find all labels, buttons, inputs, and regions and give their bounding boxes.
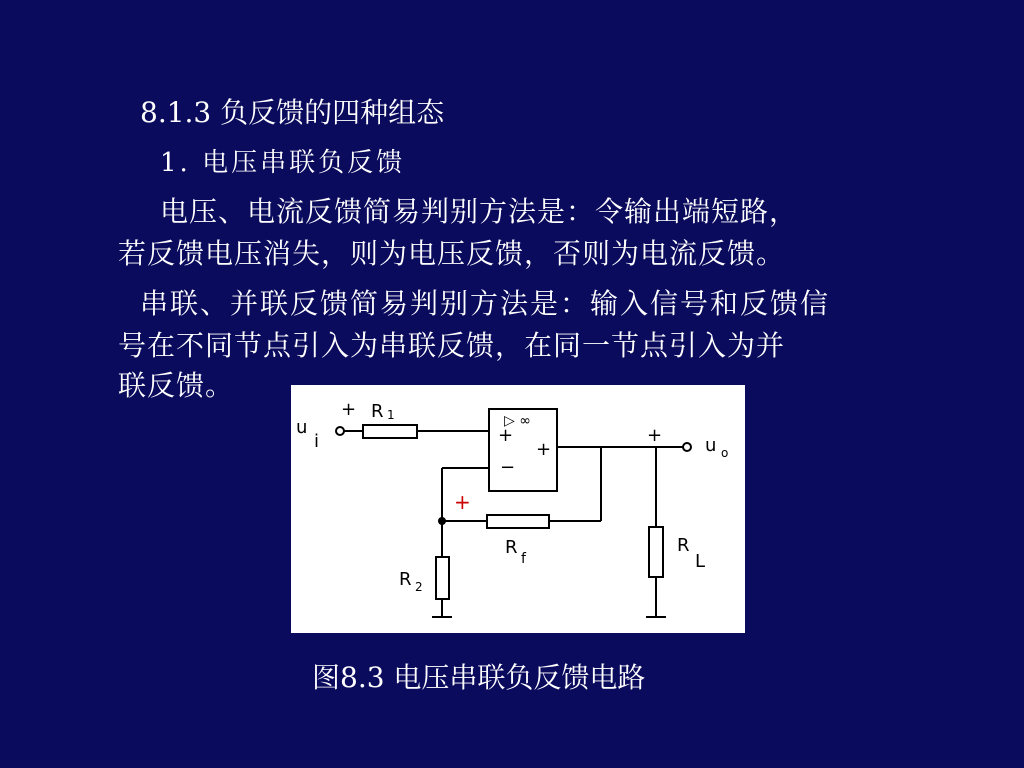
output-label: u [705,435,717,456]
paragraph-2-line-2: 号在不同节点引入为串联反馈，在同一节点引入为并 [118,329,786,362]
paragraph-2-line-1: 串联、并联反馈简易判别方法是：输入信号和反馈信 [140,287,831,320]
subsection-heading: 1. 电压串联负反馈 [160,148,406,178]
feedback-node [438,517,446,525]
rf-label: R [505,537,518,558]
resistor-rl [649,527,663,577]
section-heading: 8.1.3 负反馈的四种组态 [140,96,445,129]
r1-label: R [371,401,384,422]
output-terminal [683,443,691,451]
output-sub-label: o [721,446,729,460]
output-plus-sign: + [647,425,663,446]
paragraph-1-line-1: 电压、电流反馈简易判别方法是：令输出端短路， [160,195,799,228]
feedback-polarity-sign: + [454,490,471,514]
rl-sub-label: L [695,551,706,572]
input-label: u [296,417,308,438]
opamp-output-sign: + [536,439,552,460]
rl-label: R [677,535,690,556]
paragraph-1-line-2: 若反馈电压消失，则为电压反馈，否则为电流反馈。 [118,237,786,270]
r2-sub-label: 2 [415,580,423,594]
opamp-gain-label: ▷ ∞ [504,413,531,429]
r1-sub-label: 1 [387,408,395,422]
circuit-svg [291,385,745,633]
input-sub-label: i [314,431,320,452]
resistor-r1 [363,425,417,438]
rf-sub-label: f [521,551,526,567]
input-plus-sign: + [341,399,357,420]
circuit-diagram [291,385,745,633]
opamp-inv-sign: − [500,457,516,478]
figure-caption: 图8.3 电压串联负反馈电路 [312,661,646,694]
resistor-rf [487,515,549,528]
resistor-r2 [436,557,449,599]
opamp-noninv-sign: + [498,425,514,446]
input-terminal [336,427,344,435]
paragraph-2-line-3: 联反馈。 [118,369,235,402]
r2-label: R [399,569,412,590]
